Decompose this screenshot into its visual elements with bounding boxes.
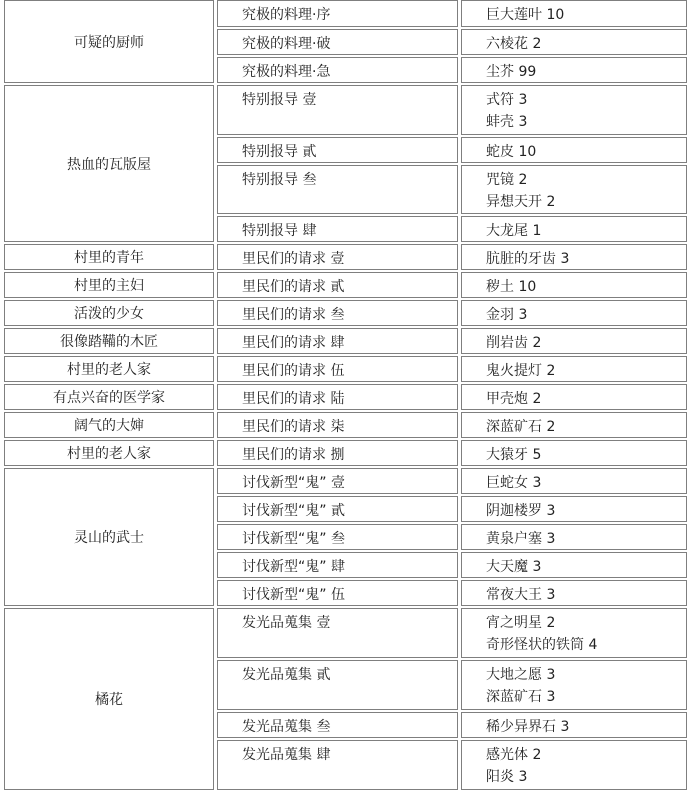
- table-group: [4, 300, 687, 326]
- quest-name: 究极的料理·序: [242, 7, 331, 23]
- quest-name: 里民们的请求 貳: [242, 279, 345, 295]
- reward-item: 阴迦楼罗 3: [486, 503, 556, 519]
- npc-name: 村里的老人家: [67, 362, 151, 378]
- quest-cell: [217, 57, 458, 83]
- quest-cell: [217, 0, 458, 27]
- quest-cell: [217, 412, 458, 438]
- table-row: [217, 300, 687, 326]
- npc-name: 热血的瓦版屋: [67, 156, 151, 173]
- npc-name: 村里的主妇: [74, 278, 144, 294]
- quest-cell: [217, 608, 458, 658]
- table-row: [217, 356, 687, 382]
- table-row: [217, 412, 687, 438]
- reward-cell: [461, 712, 687, 738]
- quest-cell: [217, 552, 458, 578]
- quest-cell: [217, 524, 458, 550]
- quest-name: 特别报导 叁: [242, 172, 317, 188]
- quest-name: 里民们的请求 陆: [242, 391, 345, 407]
- quest-name: 特别报导 貳: [242, 144, 317, 160]
- quest-cell: [217, 216, 458, 242]
- quest-cell: [217, 580, 458, 606]
- reward-item: 稀少异界石 3: [486, 719, 570, 735]
- npc-cell: [4, 468, 214, 606]
- table-row: [217, 216, 687, 242]
- quest-name: 里民们的请求 叁: [242, 307, 345, 323]
- table-row: [217, 384, 687, 410]
- table-row: [217, 740, 687, 790]
- table-row: [217, 29, 687, 55]
- table-group: [4, 328, 687, 354]
- reward-cell: [461, 580, 687, 606]
- table-row: [217, 580, 687, 606]
- reward-cell: [461, 440, 687, 466]
- quest-cell: [217, 85, 458, 135]
- reward-cell: [461, 165, 687, 214]
- table-group: [4, 85, 687, 242]
- quest-name: 里民们的请求 壹: [242, 251, 345, 267]
- table-group: [4, 468, 687, 606]
- reward-item: 尘芥 99: [486, 64, 537, 80]
- table-row: [217, 57, 687, 83]
- reward-cell: [461, 412, 687, 438]
- npc-cell: [4, 384, 214, 410]
- quest-cell: [217, 29, 458, 55]
- table-row: [217, 440, 687, 466]
- quest-cell: [217, 712, 458, 738]
- reward-item: 削岩齿 2: [486, 335, 542, 351]
- quest-cell: [217, 244, 458, 270]
- quest-name: 讨伐新型“鬼” 叁: [242, 531, 345, 547]
- table-group: [4, 244, 687, 270]
- reward-cell: [461, 660, 687, 710]
- reward-cell: [461, 244, 687, 270]
- npc-name: 村里的老人家: [67, 446, 151, 462]
- quest-cell: [217, 328, 458, 354]
- reward-item: 肮脏的牙齿 3: [486, 251, 570, 267]
- quest-cell: [217, 660, 458, 710]
- table-row: [217, 660, 687, 710]
- reward-cell: [461, 272, 687, 298]
- npc-cell: [4, 244, 214, 270]
- reward-item: 咒镜 2: [486, 172, 528, 188]
- reward-item: 奇形怪状的铁筒 4: [486, 637, 598, 653]
- npc-cell: [4, 85, 214, 242]
- reward-item: 巨蛇女 3: [486, 475, 542, 491]
- reward-item: 深蓝矿石 2: [486, 419, 556, 435]
- table-row: [217, 0, 687, 27]
- table-group: [4, 412, 687, 438]
- table-group: [4, 384, 687, 410]
- table-row: [217, 552, 687, 578]
- quest-name: 讨伐新型“鬼” 貳: [242, 503, 345, 519]
- reward-item: 阳炎 3: [486, 769, 528, 785]
- npc-name: 村里的青年: [74, 250, 144, 266]
- reward-cell: [461, 0, 687, 27]
- npc-name: 阔气的大婶: [74, 418, 144, 434]
- reward-item: 秽土 10: [486, 279, 537, 295]
- quest-cell: [217, 137, 458, 163]
- npc-name: 灵山的武士: [74, 530, 144, 546]
- table-group: [4, 440, 687, 466]
- reward-item: 大猿牙 5: [486, 447, 542, 463]
- table-row: [217, 496, 687, 522]
- quest-name: 发光品蒐集 壹: [242, 615, 331, 631]
- quest-cell: [217, 740, 458, 790]
- npc-name: 活泼的少女: [74, 306, 144, 322]
- reward-cell: [461, 137, 687, 163]
- quest-name: 里民们的请求 肆: [242, 335, 345, 351]
- reward-cell: [461, 552, 687, 578]
- quest-cell: [217, 440, 458, 466]
- quest-cell: [217, 496, 458, 522]
- npc-cell: [4, 328, 214, 354]
- quest-name: 讨伐新型“鬼” 肆: [242, 559, 345, 575]
- reward-item: 蚌壳 3: [486, 114, 528, 130]
- table-row: [217, 712, 687, 738]
- reward-cell: [461, 496, 687, 522]
- quest-name: 发光品蒐集 叁: [242, 719, 331, 735]
- npc-name: 很像踏鞴的木匠: [60, 334, 158, 350]
- reward-cell: [461, 740, 687, 790]
- quest-name: 里民们的请求 伍: [242, 363, 345, 379]
- quest-name: 里民们的请求 捌: [242, 447, 345, 463]
- npc-name: 橘花: [95, 692, 123, 708]
- quest-cell: [217, 356, 458, 382]
- npc-cell: [4, 0, 214, 83]
- quest-name: 里民们的请求 柒: [242, 419, 345, 435]
- reward-item: 常夜大王 3: [486, 587, 556, 603]
- reward-cell: [461, 468, 687, 494]
- reward-item: 深蓝矿石 3: [486, 689, 556, 705]
- quest-name: 讨伐新型“鬼” 伍: [242, 587, 345, 603]
- reward-item: 甲壳炮 2: [486, 391, 542, 407]
- table-group: [4, 608, 687, 790]
- reward-item: 巨大莲叶 10: [486, 7, 565, 23]
- quest-name: 发光品蒐集 貳: [242, 667, 331, 683]
- reward-item: 金羽 3: [486, 307, 528, 323]
- table-row: [217, 85, 687, 135]
- reward-cell: [461, 85, 687, 135]
- npc-cell: [4, 300, 214, 326]
- reward-item: 大龙尾 1: [486, 223, 542, 239]
- table-row: [217, 165, 687, 214]
- npc-name: 有点兴奋的医学家: [53, 390, 165, 406]
- table-group: [4, 356, 687, 382]
- table-row: [217, 608, 687, 658]
- table-row: [217, 244, 687, 270]
- quest-cell: [217, 272, 458, 298]
- reward-cell: [461, 356, 687, 382]
- reward-item: 鬼火提灯 2: [486, 363, 556, 379]
- quest-cell: [217, 468, 458, 494]
- reward-item: 式符 3: [486, 92, 528, 108]
- table-row: [217, 468, 687, 494]
- reward-cell: [461, 328, 687, 354]
- reward-item: 大地之愿 3: [486, 667, 556, 683]
- quest-cell: [217, 300, 458, 326]
- npc-name: 可疑的厨师: [74, 34, 144, 51]
- reward-item: 蛇皮 10: [486, 144, 537, 160]
- table-row: [217, 272, 687, 298]
- reward-cell: [461, 57, 687, 83]
- quest-name: 特别报导 壹: [242, 92, 317, 108]
- reward-item: 宵之明星 2: [486, 615, 556, 631]
- reward-cell: [461, 384, 687, 410]
- quest-name: 特别报导 肆: [242, 223, 317, 239]
- npc-cell: [4, 356, 214, 382]
- table-row: [217, 524, 687, 550]
- table-group: [4, 0, 687, 83]
- quest-name: 讨伐新型“鬼” 壹: [242, 475, 345, 491]
- reward-cell: [461, 216, 687, 242]
- table-row: [217, 137, 687, 163]
- reward-cell: [461, 608, 687, 658]
- quest-cell: [217, 384, 458, 410]
- table-row: [217, 328, 687, 354]
- reward-item: 六棱花 2: [486, 36, 542, 52]
- reward-cell: [461, 524, 687, 550]
- quest-cell: [217, 165, 458, 214]
- quest-name: 究极的料理·急: [242, 64, 331, 80]
- table-group: [4, 272, 687, 298]
- npc-cell: [4, 412, 214, 438]
- reward-item: 大天魔 3: [486, 559, 542, 575]
- reward-item: 异想天开 2: [486, 194, 556, 210]
- npc-cell: [4, 608, 214, 790]
- reward-item: 黄泉户塞 3: [486, 531, 556, 547]
- npc-cell: [4, 272, 214, 298]
- quest-name: 发光品蒐集 肆: [242, 747, 331, 763]
- quest-name: 究极的料理·破: [242, 36, 331, 52]
- npc-cell: [4, 440, 214, 466]
- reward-item: 感光体 2: [486, 747, 542, 763]
- reward-cell: [461, 300, 687, 326]
- reward-cell: [461, 29, 687, 55]
